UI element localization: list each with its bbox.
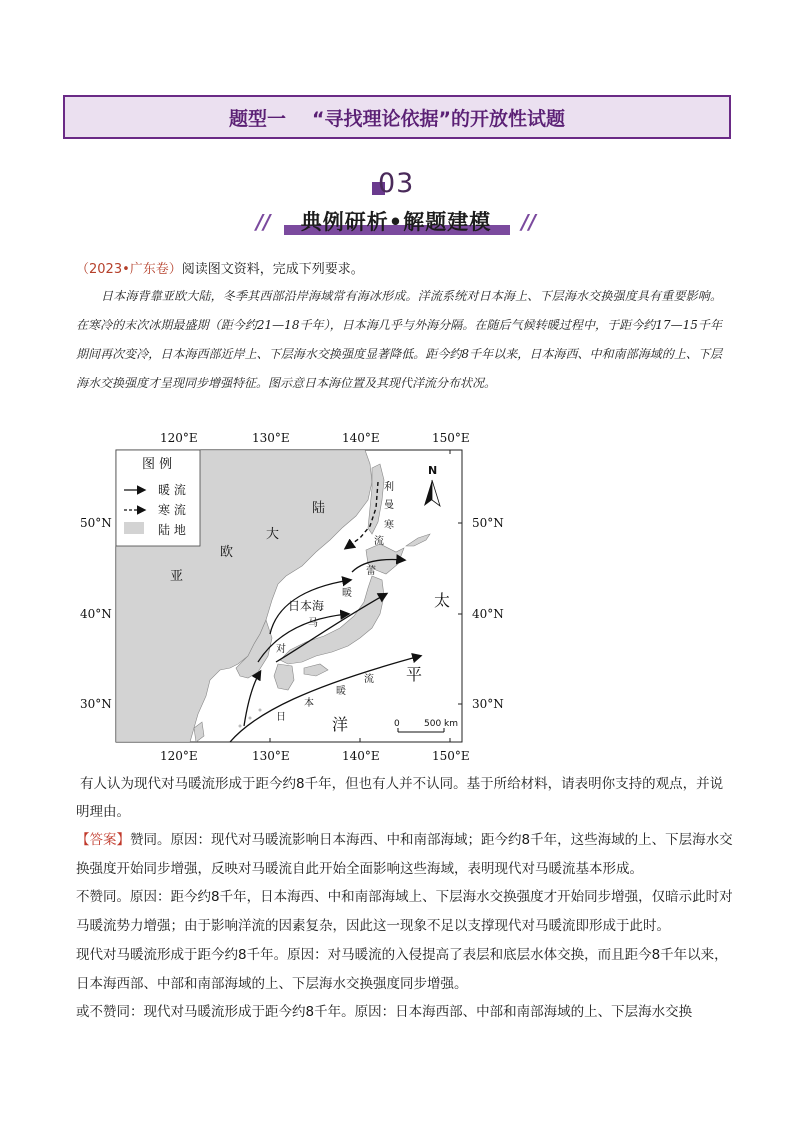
lat-label-left-50: 50°N <box>80 516 112 530</box>
tsushima-char-1: 暖 <box>342 588 352 599</box>
liman-char-3: 寒 <box>384 520 394 531</box>
continent-char-2: 陆 <box>312 501 326 516</box>
answer-block <box>76 826 736 1027</box>
lon-label-bottom-120: 120°E <box>160 749 198 763</box>
legend-warm-label: 暖 流 <box>158 483 186 497</box>
lat-label-left-40: 40°N <box>80 607 112 621</box>
question-type-title-box <box>63 95 731 139</box>
kuroshio-char-4: 流 <box>364 674 374 685</box>
continent-char-3: 欧 <box>220 545 234 560</box>
tsushima-char-2: 马 <box>308 618 318 629</box>
ocean-char-3: 洋 <box>332 715 349 734</box>
japan-sea-map <box>80 424 504 770</box>
sea-of-japan-label: 日本海 <box>288 599 325 613</box>
ocean-char-2: 平 <box>406 665 423 684</box>
lon-label-top-130: 130°E <box>252 431 290 445</box>
lon-label-bottom-150: 150°E <box>432 749 470 763</box>
map-legend <box>116 450 200 546</box>
answer-paragraph-4: 或不赞同：现代对马暖流形成于距今约8千年。原因：日本海西部、中部和南部海域的上、下层海水交换 <box>76 1004 693 1021</box>
lon-label-bottom-140: 140°E <box>342 749 380 763</box>
lat-label-right-50: 50°N <box>472 516 504 530</box>
question-text: 有人认为现代对马暖流形成于距今约8千年，但也有人并不认同。基于所给材料，请表明你支持的观点，并说明理由。 <box>76 776 724 820</box>
ocean-char-1: 太 <box>434 591 451 610</box>
lon-label-top-120: 120°E <box>160 431 198 445</box>
lat-label-right-30: 30°N <box>472 697 504 711</box>
continent-char-4: 亚 <box>170 569 184 584</box>
banner-text: 典例研析•解题建模 <box>300 210 492 234</box>
liman-char-4: 流 <box>374 536 384 547</box>
liman-char-1: 利 <box>384 482 394 493</box>
lat-label-left-30: 30°N <box>80 697 112 711</box>
tsugaru-char: 蕾 <box>366 566 376 577</box>
answer-paragraph-1: 【答案】赞同。原因：现代对马暖流影响日本海西、中和南部海域；距今约8千年，这些海域的上、下层海水交换强度开始同步增强，反映对马暖流自此开始全面影响这些海域，表明现代对马暖流基本形成。 <box>76 832 733 877</box>
section-number: 03 <box>368 168 428 202</box>
answer-paragraph-2: 不赞同。原因：距今约8千年，日本海西、中和南部海域上、下层海水交换强度才开始同步增强，仅暗示此时对马暖流势力增强；由于影响洋流的因素复杂，因此这一现象不足以支撑现代对马暖流即形成于此时。 <box>76 889 733 935</box>
intro-line <box>76 258 364 277</box>
exam-source: （2023•广东卷） <box>76 262 182 277</box>
banner-left-slash-icon: // <box>256 210 271 234</box>
section-banner <box>256 206 536 236</box>
lon-label-top-140: 140°E <box>342 431 380 445</box>
material-passage: 日本海背靠亚欧大陆，冬季其西部沿岸海域常有海冰形成。洋流系统对日本海上、下层海水交换强度具有重要影响。在寒冷的末次冰期最盛期（距今约21—18千年），日本海几乎与外海分隔。在随后气候转暖过程中，于距今约17—15千年期间再次变冷，日本海西部近岸上、下层海水交换强度显著降低。距今约8千年以来，日本海西、中和南部海域的上、下层海水交换强度才呈现同步增强特征。图示意日本海位置及其现代洋流分布状况。 <box>76 289 722 390</box>
legend-land-label: 陆 地 <box>158 523 186 537</box>
question-type-title: “寻找理论依据”的开放性试题 <box>312 107 565 130</box>
continent-char-1: 大 <box>266 527 280 542</box>
lon-label-top-150: 150°E <box>432 431 470 445</box>
svg-text:N: N <box>428 464 438 477</box>
lat-label-right-40: 40°N <box>472 607 504 621</box>
kuroshio-char-3: 暖 <box>336 686 346 697</box>
kuroshio-char-2: 本 <box>304 698 314 709</box>
svg-text:500 km: 500 km <box>424 719 459 729</box>
svg-text:0: 0 <box>394 719 400 729</box>
lon-label-bottom-130: 130°E <box>252 749 290 763</box>
answer-paragraph-3: 现代对马暖流形成于距今约8千年。原因：对马暖流的入侵提高了表层和底层水体交换，而且距今8千年以来，日本海西部、中部和南部海域的上、下层海水交换强度同步增强。 <box>76 946 728 992</box>
intro-text: 阅读图文资料，完成下列要求。 <box>181 262 364 277</box>
tsushima-char-3: 对 <box>276 644 286 655</box>
legend-land-swatch <box>124 522 144 534</box>
question-type-label: 题型一 <box>229 107 287 130</box>
liman-char-2: 曼 <box>384 500 394 511</box>
banner-right-slash-icon: // <box>521 210 536 234</box>
legend-title: 图 例 <box>142 457 173 472</box>
kuroshio-char-1: 日 <box>276 712 286 723</box>
legend-cold-label: 寒 流 <box>158 503 186 517</box>
answer-tag: 【答案】 <box>76 832 130 848</box>
